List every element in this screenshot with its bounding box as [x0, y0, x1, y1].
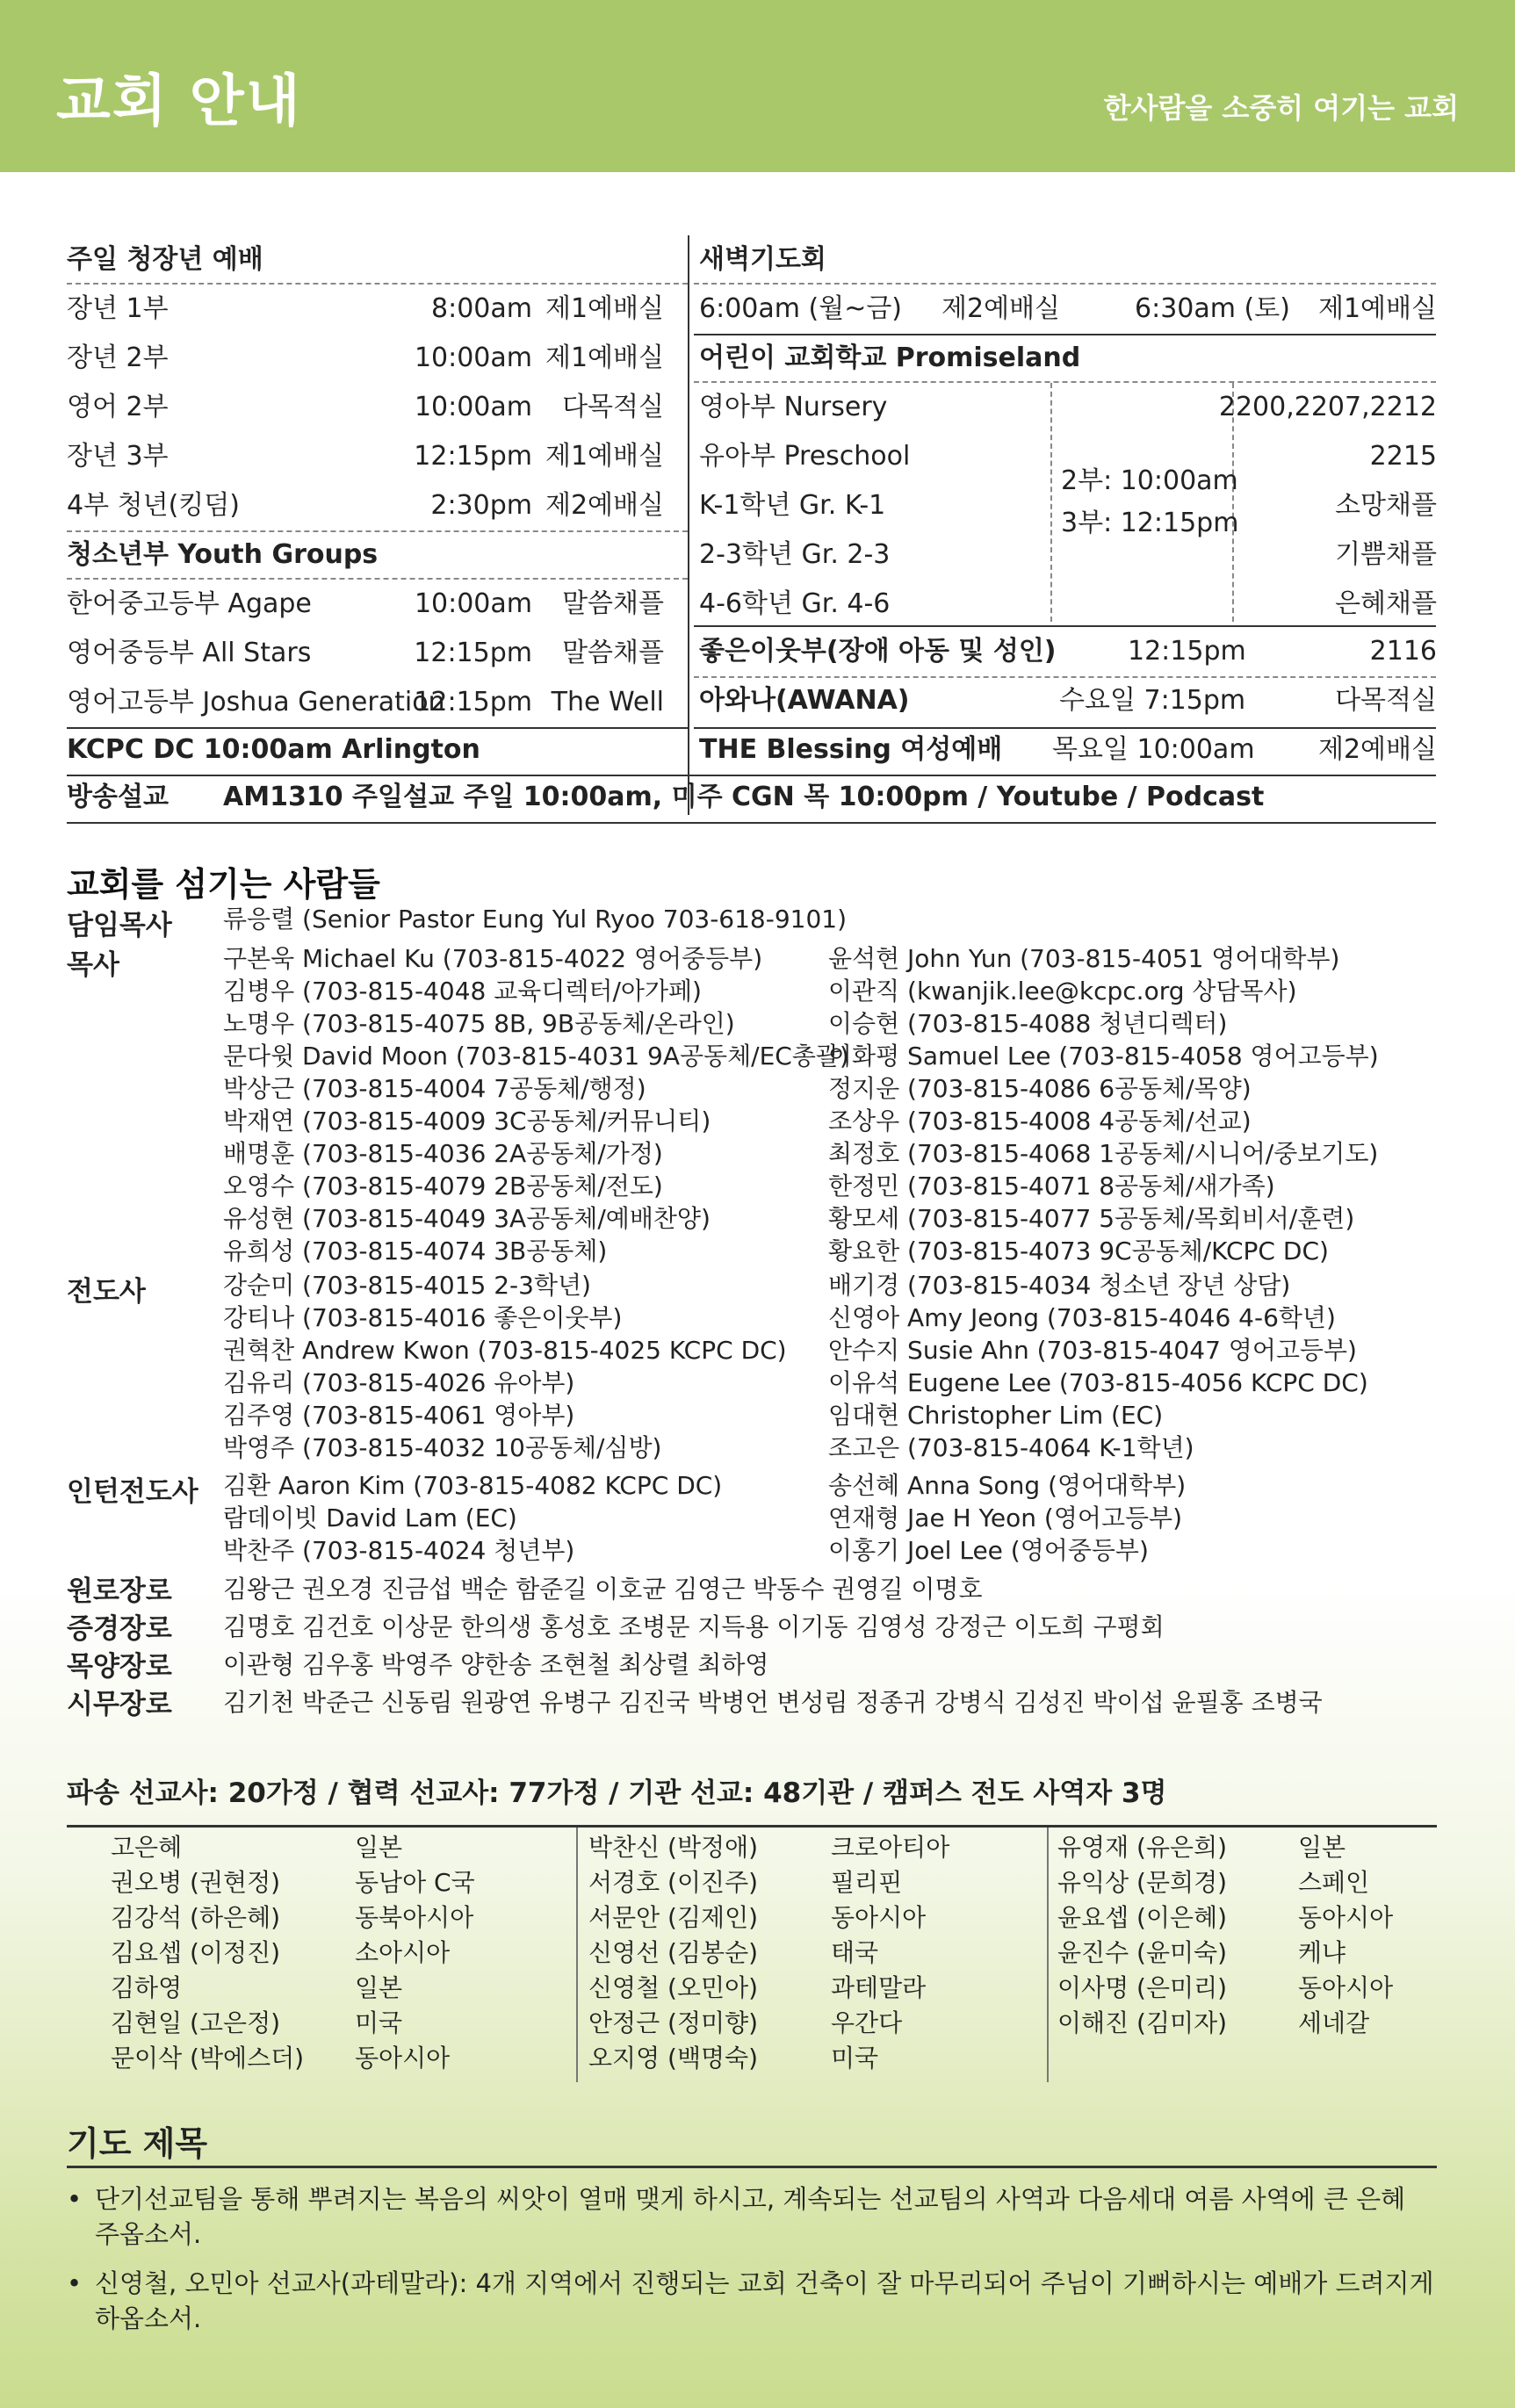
evangelist-entry: 박영주 (703-815-4032 10공동체/심방) [223, 1433, 662, 1462]
group-name: 영어고등부 Joshua Generation [67, 687, 445, 717]
group-name: 한어중고등부 Agape [67, 588, 312, 619]
class-place: 2215 [1369, 441, 1437, 472]
senior-pastor-name: 류응렬 (Senior Pastor Eung Yul Ryoo 703-618-9101) [223, 905, 848, 934]
elder-group-label: 목양장로 [67, 1651, 172, 1683]
page-subtitle: 한사람을 소중히 여기는 교회 [1103, 91, 1459, 125]
intern-entry: 송선혜 Anna Song (영어대학부) [828, 1471, 1187, 1500]
group-time: 10:00am [414, 588, 532, 619]
page-header [0, 0, 1515, 172]
youth-group-row [67, 580, 664, 629]
bullet-icon: • [67, 2268, 83, 2298]
evangelist-entry: 김유리 (703-815-4026 유아부) [223, 1368, 575, 1397]
intern-entry: 람데이빗 David Lam (EC) [223, 1503, 517, 1532]
missionary-country: 미국 [831, 2044, 879, 2073]
dawn-time-weekday: 6:00am (월~금) [699, 293, 903, 324]
evangelist-entry: 신영아 Amy Jeong (703-815-4046 4-6학년) [828, 1303, 1336, 1332]
missions-divider-1 [576, 1828, 578, 2082]
staff-section-title: 교회를 섬기는 사람들 [67, 865, 380, 904]
missionary-country: 필리핀 [831, 1868, 903, 1897]
blessing-time: 목요일 10:00am [1052, 734, 1255, 765]
sunday-worship-row [67, 481, 664, 530]
missions-summary: 파송 선교사: 20가정 / 협력 선교사: 77가정 / 기관 선교: 48기관 / 캠퍼스 전도 사역자 3명 [67, 1777, 1167, 1809]
children-time-2: 2부: 10:00am [1061, 465, 1238, 496]
missionary-name: 김하영 [111, 1973, 183, 2002]
missionary-country: 미국 [355, 2008, 403, 2037]
class-place: 은혜채플 [1335, 588, 1437, 619]
missionary-country: 일본 [355, 1973, 403, 2002]
evangelist-entry: 강티나 (703-815-4016 좋은이웃부) [223, 1303, 623, 1332]
pastor-label: 목사 [67, 949, 119, 981]
service-name: 장년 1부 [67, 293, 169, 324]
dawn-time-saturday: 6:30am (토) [1135, 293, 1290, 324]
elder-group-label: 시무장로 [67, 1689, 172, 1720]
missionary-name: 이해진 (김미자) [1057, 2008, 1228, 2037]
group-place: 말씀채플 [562, 588, 664, 619]
children-school-title: 어린이 교회학교 Promiseland [699, 342, 1081, 373]
missionary-name: 서경호 (이진주) [588, 1868, 759, 1897]
dawn-place-weekday: 제2예배실 [941, 293, 1061, 324]
missionary-name: 김강석 (하은혜) [111, 1903, 281, 1932]
class-name: 영아부 Nursery [699, 392, 888, 422]
service-name: 영어 2부 [67, 392, 169, 422]
awana-place: 다목적실 [1335, 685, 1437, 716]
pastor-entry: 배명훈 (703-815-4036 2A공동체/가정) [223, 1139, 663, 1168]
pastor-entry: 이관직 (kwanjik.lee@kcpc.org 상담목사) [828, 977, 1297, 1006]
awana-row [699, 676, 1437, 725]
missionary-country: 크로아티아 [831, 1833, 950, 1862]
senior-pastor-label: 담임목사 [67, 910, 172, 941]
missionary-name: 윤진수 (윤미숙) [1057, 1938, 1228, 1967]
missionary-country: 소아시아 [355, 1938, 451, 1967]
good-neighbor-name: 좋은이웃부(장애 아동 및 성인) [699, 636, 1057, 667]
prayer-text: 단기선교팀을 통해 뿌려지는 복음의 씨앗이 열매 맺게 하시고, 계속되는 선교팀의 사역과 다음세대 여름 사역에 큰 은혜 주옵소서. [95, 2184, 1406, 2249]
prayer-item [67, 2266, 1437, 2340]
intern-label: 인턴전도사 [67, 1476, 198, 1508]
blessing-row [699, 725, 1437, 775]
class-name: 2-3학년 Gr. 2-3 [699, 539, 891, 570]
elder-group-names: 김왕근 권오경 진금섭 백순 함준길 이호균 김영근 박동수 권영길 이명호 [223, 1575, 983, 1604]
service-time: 10:00am [414, 392, 532, 422]
evangelist-entry: 권혁찬 Andrew Kwon (703-815-4025 KCPC DC) [223, 1336, 787, 1365]
evangelist-entry: 배기경 (703-815-4034 청소년 장년 상담) [828, 1271, 1291, 1300]
elder-group-names: 이관형 김우홍 박영주 양한송 조현철 최상렬 최하영 [223, 1650, 769, 1679]
missionary-country: 동아시아 [831, 1903, 927, 1932]
service-name: 장년 2부 [67, 342, 169, 373]
missionary-country: 동아시아 [1298, 1973, 1394, 2002]
evangelist-entry: 김주영 (703-815-4061 영아부) [223, 1401, 575, 1430]
awana-name: 아와나(AWANA) [699, 685, 910, 716]
missionary-country: 일본 [355, 1833, 403, 1862]
class-name: K-1학년 Gr. K-1 [699, 490, 886, 521]
sunday-worship-row [67, 334, 664, 383]
group-place: The Well [551, 687, 664, 717]
class-name: 4-6학년 Gr. 4-6 [699, 588, 891, 619]
missionary-name: 유익상 (문희경) [1057, 1868, 1228, 1897]
class-place: 소망채플 [1335, 490, 1437, 521]
prayer-divider [67, 2166, 1437, 2168]
bullet-icon: • [67, 2184, 83, 2214]
missionary-name: 오지영 (백명숙) [588, 2044, 759, 2073]
pastor-entry: 박재연 (703-815-4009 3C공동체/커뮤니티) [223, 1107, 711, 1136]
pastor-entry: 오영수 (703-815-4079 2B공동체/전도) [223, 1172, 663, 1200]
pastor-entry: 최정호 (703-815-4068 1공동체/시니어/중보기도) [828, 1139, 1379, 1168]
evangelist-entry: 조고은 (703-815-4064 K-1학년) [828, 1433, 1194, 1462]
sunday-worship-row [67, 432, 664, 481]
children-class-row [699, 580, 1437, 629]
youth-group-row [67, 629, 664, 678]
children-time-3: 3부: 12:15pm [1061, 508, 1239, 538]
missionary-name: 권오병 (권현정) [111, 1868, 281, 1897]
pastor-entry: 황모세 (703-815-4077 5공동체/목회비서/훈련) [828, 1204, 1355, 1233]
sunday-worship-title: 주일 청장년 예배 [67, 244, 263, 275]
group-time: 12:15pm [414, 687, 532, 717]
pastor-entry: 황요한 (703-815-4073 9C공동체/KCPC DC) [828, 1236, 1329, 1265]
missionary-name: 김현일 (고은정) [111, 2008, 281, 2037]
missionary-country: 세네갈 [1298, 2008, 1370, 2037]
evangelist-entry: 강순미 (703-815-4015 2-3학년) [223, 1271, 591, 1300]
service-place: 제1예배실 [545, 342, 664, 373]
missionary-name: 윤요셉 (이은혜) [1057, 1903, 1228, 1932]
pastor-entry: 이승현 (703-815-4088 청년디렉터) [828, 1009, 1228, 1038]
service-place: 제1예배실 [545, 293, 664, 324]
missionary-country: 일본 [1298, 1833, 1346, 1862]
class-place: 기쁨채플 [1335, 539, 1437, 570]
missionary-name: 이사명 (은미리) [1057, 1973, 1228, 2002]
pastor-entry: 박상근 (703-815-4004 7공동체/행정) [223, 1074, 646, 1103]
missionary-name: 고은혜 [111, 1833, 183, 1862]
blessing-place: 제2예배실 [1317, 734, 1437, 765]
elder-group-label: 증경장로 [67, 1613, 172, 1645]
missions-divider-2 [1047, 1828, 1049, 2082]
missionary-country: 동아시아 [1298, 1903, 1394, 1932]
intern-entry: 연재형 Jae H Yeon (영어고등부) [828, 1503, 1183, 1532]
prayer-title: 기도 제목 [67, 2124, 208, 2163]
good-neighbor-row [699, 627, 1437, 676]
service-name: 장년 3부 [67, 441, 169, 472]
intern-entry: 이홍기 Joel Lee (영어중등부) [828, 1536, 1149, 1565]
service-place: 제2예배실 [545, 490, 664, 521]
class-place: 2200,2207,2212 [1218, 392, 1437, 422]
good-neighbor-time: 12:15pm [1128, 636, 1246, 667]
blessing-name: THE Blessing 여성예배 [699, 734, 1003, 765]
dawn-place-saturday: 제1예배실 [1317, 293, 1437, 324]
elder-group-label: 원로장로 [67, 1575, 172, 1607]
sunday-worship-row [67, 285, 664, 334]
missionary-name: 신영철 (오민아) [588, 1973, 759, 2002]
missionary-country: 케냐 [1298, 1938, 1346, 1967]
service-time: 8:00am [431, 293, 532, 324]
pastor-entry: 정지운 (703-815-4086 6공동체/목양) [828, 1074, 1252, 1103]
service-place: 제1예배실 [545, 441, 664, 472]
broadcast-label: 방송설교 [67, 782, 169, 812]
evangelist-entry: 이유석 Eugene Lee (703-815-4056 KCPC DC) [828, 1368, 1368, 1397]
missionary-country: 태국 [831, 1938, 879, 1967]
dawn-prayer-row [699, 285, 1437, 334]
dawn-prayer-title: 새벽기도회 [699, 244, 826, 275]
missionary-country: 과테말라 [831, 1973, 927, 2002]
kcpc-dc-info: KCPC DC 10:00am Arlington [67, 734, 480, 765]
pastor-entry: 구본욱 Michael Ku (703-815-4022 영어중등부) [223, 944, 763, 973]
pastor-entry: 유성현 (703-815-4049 3A공동체/예배찬양) [223, 1204, 711, 1233]
missionary-name: 김요셉 (이정진) [111, 1938, 281, 1967]
youth-groups-title: 청소년부 Youth Groups [67, 539, 379, 570]
missionary-country: 동아시아 [355, 2044, 451, 2073]
pastor-entry: 윤석현 John Yun (703-815-4051 영어대학부) [828, 944, 1340, 973]
good-neighbor-place: 2116 [1369, 636, 1437, 667]
pastor-entry: 이화평 Samuel Lee (703-815-4058 영어고등부) [828, 1042, 1379, 1071]
service-time: 2:30pm [430, 490, 532, 521]
prayer-item [67, 2181, 1437, 2255]
pastor-entry: 유희성 (703-815-4074 3B공동체) [223, 1236, 608, 1265]
service-name: 4부 청년(킹덤) [67, 490, 240, 521]
service-time: 12:15pm [414, 441, 532, 472]
pastor-entry: 노명우 (703-815-4075 8B, 9B공동체/온라인) [223, 1009, 735, 1038]
elder-group-names: 김명호 김건호 이상문 한의생 홍성호 조병문 지득용 이기동 김영성 강정근 이도희 구평회 [223, 1612, 1165, 1641]
intern-entry: 김환 Aaron Kim (703-815-4082 KCPC DC) [223, 1471, 723, 1500]
missionary-country: 우간다 [831, 2008, 903, 2037]
page-title: 교회 안내 [56, 69, 302, 134]
pastor-entry: 한정민 (703-815-4071 8공동체/새가족) [828, 1172, 1275, 1200]
missionary-name: 박찬신 (박정애) [588, 1833, 759, 1862]
evangelist-entry: 안수지 Susie Ahn (703-815-4047 영어고등부) [828, 1336, 1357, 1365]
missionary-country: 동남아 C국 [355, 1868, 475, 1897]
intern-entry: 박찬주 (703-815-4024 청년부) [223, 1536, 575, 1565]
pastor-entry: 조상우 (703-815-4008 4공동체/선교) [828, 1107, 1252, 1136]
missionary-name: 문이삭 (박에스더) [111, 2044, 305, 2073]
broadcast-info: AM1310 주일설교 주일 10:00am, 미주 CGN 목 10:00pm / Youtube / Podcast [223, 782, 1265, 812]
missionary-country: 스페인 [1298, 1868, 1370, 1897]
service-place: 다목적실 [562, 392, 664, 422]
pastor-entry: 김병우 (703-815-4048 교육디렉터/아가페) [223, 977, 702, 1006]
missionary-name: 서문안 (김제인) [588, 1903, 759, 1932]
group-place: 말씀채플 [562, 638, 664, 668]
group-name: 영어중등부 All Stars [67, 638, 312, 668]
column-divider [688, 235, 689, 815]
class-name: 유아부 Preschool [699, 441, 911, 472]
evangelist-entry: 임대현 Christopher Lim (EC) [828, 1401, 1164, 1430]
pastor-entry: 문다윗 David Moon (703-815-4031 9A공동체/EC총괄) [223, 1042, 849, 1071]
missionary-name: 안정근 (정미향) [588, 2008, 759, 2037]
awana-time: 수요일 7:15pm [1059, 685, 1246, 716]
sunday-worship-row [67, 383, 664, 432]
missionary-name: 신영선 (김봉순) [588, 1938, 759, 1967]
children-class-row [699, 383, 1437, 432]
prayer-text: 신영철, 오민아 선교사(과테말라): 4개 지역에서 진행되는 교회 건축이 잘 마무리되어 주님이 기뻐하시는 예배가 드려지게 하옵소서. [95, 2268, 1434, 2333]
missionary-country: 동북아시아 [355, 1903, 474, 1932]
evangelist-label: 전도사 [67, 1276, 146, 1308]
youth-group-row [67, 678, 664, 727]
group-time: 12:15pm [414, 638, 532, 668]
service-time: 10:00am [414, 342, 532, 373]
elder-group-names: 김기천 박준근 신동림 원광연 유병구 김진국 박병언 변성림 정종귀 강병식 김성진 박이섭 윤필홍 조병국 [223, 1688, 1323, 1717]
missionary-name: 유영재 (유은희) [1057, 1833, 1228, 1862]
